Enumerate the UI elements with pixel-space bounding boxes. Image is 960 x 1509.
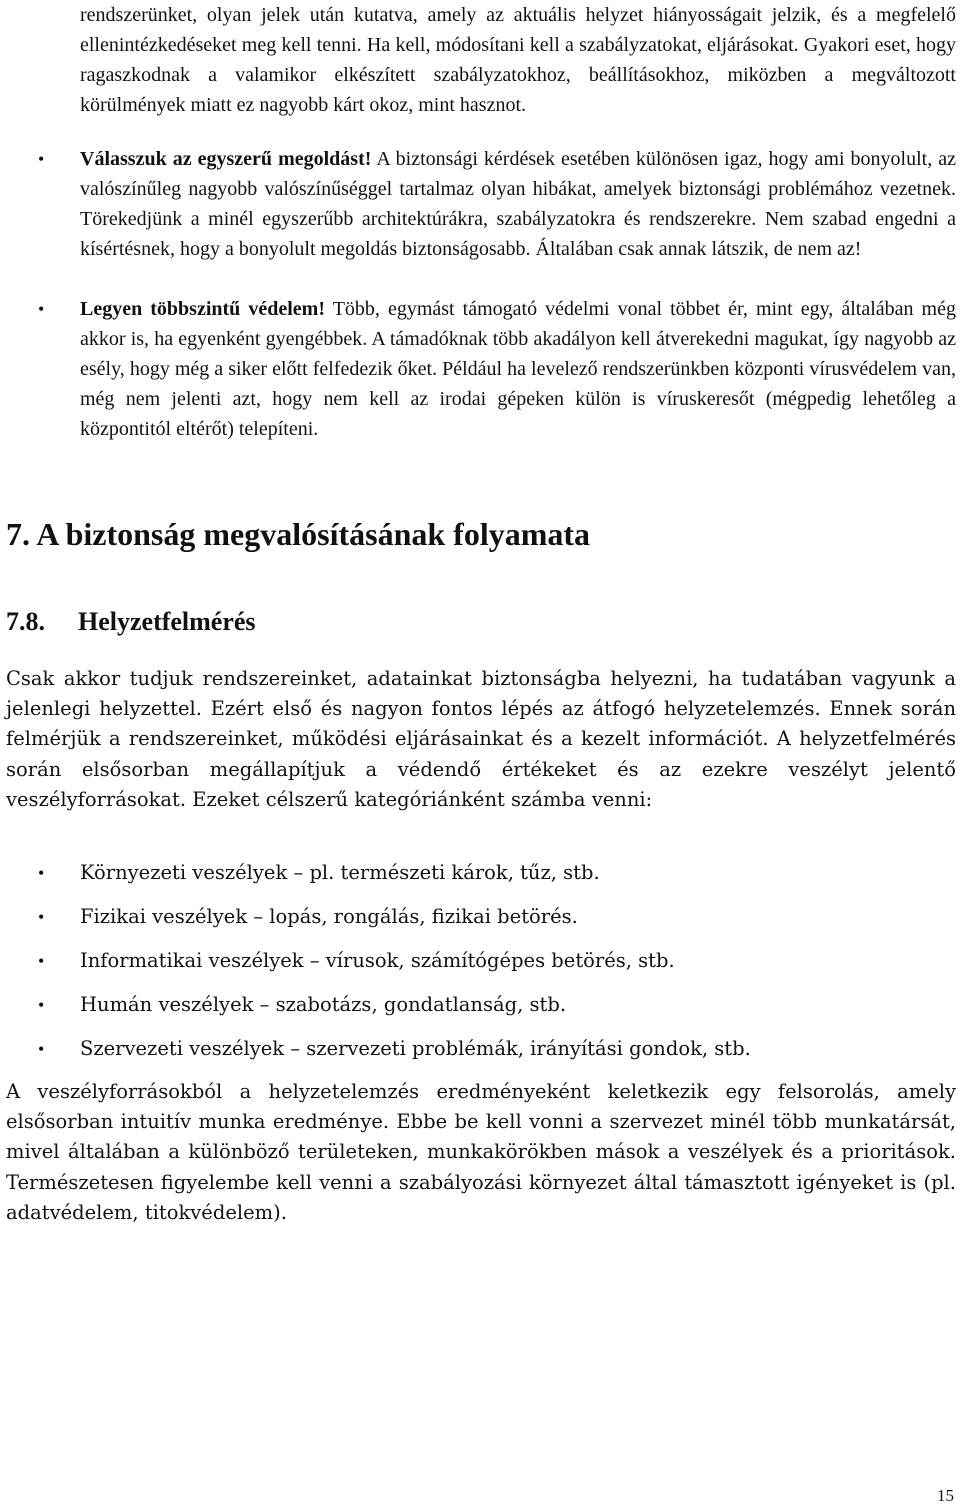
list-item: • Fizikai veszélyek – lopás, rongálás, fizikai betörés.: [80, 902, 578, 932]
bullet-icon: •: [38, 299, 45, 319]
bullet-text: A biztonsági kérdések esetében különösen igaz, hogy ami bonyolult, az valószínűleg nagyobb valószínűséggel tartalmaz olyan hibákat, amelyek biztonsági problémához vezetnek. Törekedjünk a minél egyszerűbb architektúrákra, szabályzatokra és rendszerekre. Nem szabad engedni a kísértésnek, hogy a bonyolult megoldás biztonságosabb. Általában csak annak látszik, de nem az!: [80, 148, 956, 260]
summary-paragraph: A veszélyforrásokból a helyzetelemzés eredményeként keletkezik egy felsorolás, amely elsősorban intuitív munka eredménye. Ebbe be kell vonni a szervezet minél több munkatársát, mivel általában a különböző területeken, munkakörökben mások a veszélyek és a prioritások. Természetesen figyelembe kell venni a szabályozási környezet által támasztott igényeket is (pl. adatvédelem, titokvédelem).: [6, 1080, 956, 1224]
bullet-icon: •: [38, 149, 45, 169]
list-item: • Szervezeti veszélyek – szervezeti problémák, irányítási gondok, stb.: [80, 1034, 751, 1064]
list-item: • Humán veszélyek – szabotázs, gondatlanság, stb.: [80, 990, 566, 1020]
section-title: Helyzetfelmérés: [78, 607, 256, 636]
list-item: • Környezeti veszélyek – pl. természeti károk, tűz, stb.: [80, 858, 600, 888]
continued-paragraph: rendszerünket, olyan jelek után kutatva, amely az aktuális helyzet hiányosságait jelzik, és a megfelelő ellenintézkedéseket meg kell tenni. Ha kell, módosítani kell a szabályzatokat, eljárásokat. Gyakori eset, hogy ragaszkodnak a valamikor elkészített szabályzatokhoz, beállításokhoz, miközben a megváltozott körülmények miatt ez nagyobb kárt okoz, mint hasznot.: [80, 4, 956, 116]
section-heading: [6, 604, 256, 640]
bullet-title: Legyen többszintű védelem!: [80, 298, 325, 320]
intro-paragraph: Csak akkor tudjuk rendszereinket, adatainkat biztonságba helyezni, ha tudatában vagyunk a jelenlegi helyzettel. Ezért első és nagyon fontos lépés az átfogó helyzetelemzés. Ennek során felmérjük a rendszereinket, működési eljárásainkat és a kezelt információt. A helyzetfelmérés során elsősorban megállapítjuk a védendő értékeket és az ezekre veszélyt jelentő veszélyforrásokat. Ezeket célszerű kategóriánként számba venni:: [6, 667, 956, 811]
bullet-title: Válasszuk az egyszerű megoldást!: [80, 148, 372, 170]
bullet-icon: •: [38, 995, 45, 1015]
bullet-icon: •: [38, 863, 45, 883]
chapter-heading: 7. A biztonság megvalósításának folyamata: [6, 516, 591, 552]
bullet-simple-solution: [38, 144, 956, 264]
bullet-icon: •: [38, 951, 45, 971]
page-number: 15: [937, 1486, 954, 1505]
bullet-text: Több, egymást támogató védelmi vonal többet ér, mint egy, általában még akkor is, ha egyenként gyengébbek. A támadóknak több akadályon kell átverekedni magukat, így nagyobb az esély, hogy még a siker előtt felfedezik őket. Például ha levelező rendszerünkben központi vírusvédelem van, még nem jelenti azt, hogy nem kell az irodai gépeken külön is víruskeresőt (mégpedig lehetőleg a központitól eltérőt) telepíteni.: [80, 298, 956, 440]
list-item: • Informatikai veszélyek – vírusok, számítógépes betörés, stb.: [80, 946, 675, 976]
section-number: 7.8.: [6, 607, 45, 636]
bullet-icon: •: [38, 907, 45, 927]
bullet-layered-defense: [38, 294, 956, 444]
bullet-icon: •: [38, 1039, 45, 1059]
